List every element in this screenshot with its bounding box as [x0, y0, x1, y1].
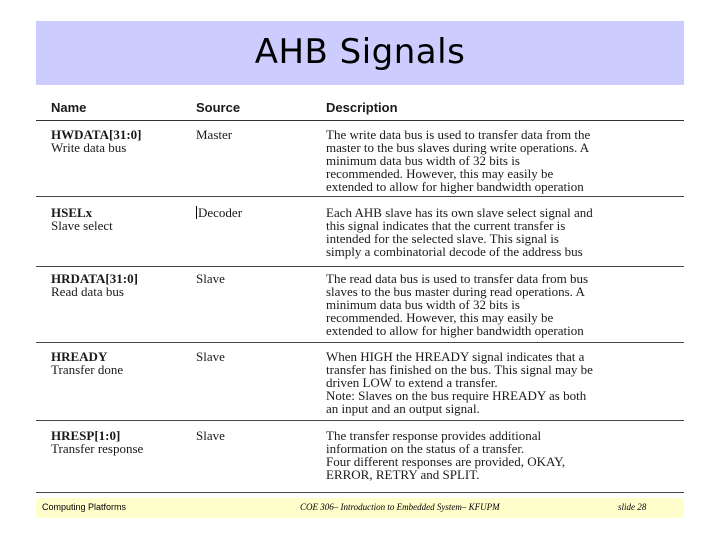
table-row [36, 206, 684, 260]
header-source: Source [196, 100, 241, 115]
footer-course-area: Computing Platforms [42, 502, 127, 512]
signal-name-cell [51, 429, 191, 455]
table-bottom-rule [36, 492, 684, 493]
signal-name-cell [51, 128, 191, 154]
signal-name: HREADY [51, 349, 108, 364]
description-line: master to the bus slaves during write operations. A [326, 140, 590, 155]
text-cursor [196, 206, 197, 219]
signal-source: Slave [196, 349, 225, 364]
description-line: Four different responses are provided, OKAY, [326, 454, 566, 469]
signal-subname: Transfer done [51, 362, 124, 377]
description-line: extended to allow for higher bandwidth operation [326, 323, 584, 338]
signal-subname: Read data bus [51, 284, 124, 299]
row-divider [36, 196, 684, 197]
row-divider [36, 342, 684, 343]
description-line: intended for the selected slave. This signal is [326, 231, 559, 246]
signal-subname: Write data bus [51, 140, 127, 155]
signal-name-cell [51, 206, 191, 232]
signal-source: Master [196, 127, 233, 142]
signal-description [326, 350, 672, 415]
description-line: an input and an output signal. [326, 401, 480, 416]
footer-slide-number: slide 28 [618, 502, 647, 512]
description-line: The write data bus is used to transfer data from the [326, 127, 591, 142]
row-divider [36, 266, 684, 267]
description-line: The transfer response provides additional [326, 428, 542, 443]
slide-footer [36, 498, 684, 518]
signal-description [326, 272, 672, 337]
signal-source: Slave [196, 428, 225, 443]
signal-name-cell [51, 272, 191, 298]
table-row [36, 350, 684, 418]
signal-subname: Transfer response [51, 441, 144, 456]
signal-description [326, 206, 672, 258]
signal-name: HRDATA[31:0] [51, 271, 138, 286]
signals-table [36, 86, 684, 498]
description-line: simply a combinatorial decode of the address bus [326, 244, 583, 259]
signal-source: Slave [196, 271, 225, 286]
signal-source: Decoder [198, 205, 243, 220]
signal-description [326, 128, 672, 193]
description-line: The read data bus is used to transfer data from bus [326, 271, 589, 286]
signal-name: HRESP[1:0] [51, 428, 121, 443]
table-row [36, 429, 684, 489]
description-line: extended to allow for higher bandwidth operation [326, 179, 584, 194]
description-line: Each AHB slave has its own slave select signal and [326, 205, 593, 220]
row-divider [36, 420, 684, 421]
table-row [36, 272, 684, 340]
signal-name: HWDATA[31:0] [51, 127, 142, 142]
signal-description [326, 429, 672, 481]
description-line: recommended. However, this may easily be [326, 166, 554, 181]
description-line: When HIGH the HREADY signal indicates that a [326, 349, 585, 364]
header-description: Description [326, 100, 398, 115]
description-line: minimum data bus width of 32 bits is [326, 297, 520, 312]
signal-name-cell [51, 350, 191, 376]
signal-subname: Slave select [51, 218, 113, 233]
slide-title-bar [36, 21, 684, 85]
description-line: transfer has finished on the bus. This signal may be [326, 362, 593, 377]
header-rule [36, 120, 684, 121]
description-line: slaves to the bus master during read operations. A [326, 284, 585, 299]
description-line: information on the status of a transfer. [326, 441, 525, 456]
description-line: ERROR, RETRY and SPLIT. [326, 467, 480, 482]
description-line: this signal indicates that the current transfer is [326, 218, 566, 233]
description-line: minimum data bus width of 32 bits is [326, 153, 520, 168]
description-line: recommended. However, this may easily be [326, 310, 554, 325]
header-name: Name [51, 100, 87, 115]
table-row [36, 128, 684, 196]
signal-name: HSELx [51, 205, 93, 220]
slide-title: AHB Signals [254, 32, 466, 72]
description-line: Note: Slaves on the bus require HREADY as both [326, 388, 587, 403]
description-line: driven LOW to extend a transfer. [326, 375, 498, 390]
footer-course-title: COE 306– Introduction to Embedded System– KFUPM [300, 502, 500, 512]
